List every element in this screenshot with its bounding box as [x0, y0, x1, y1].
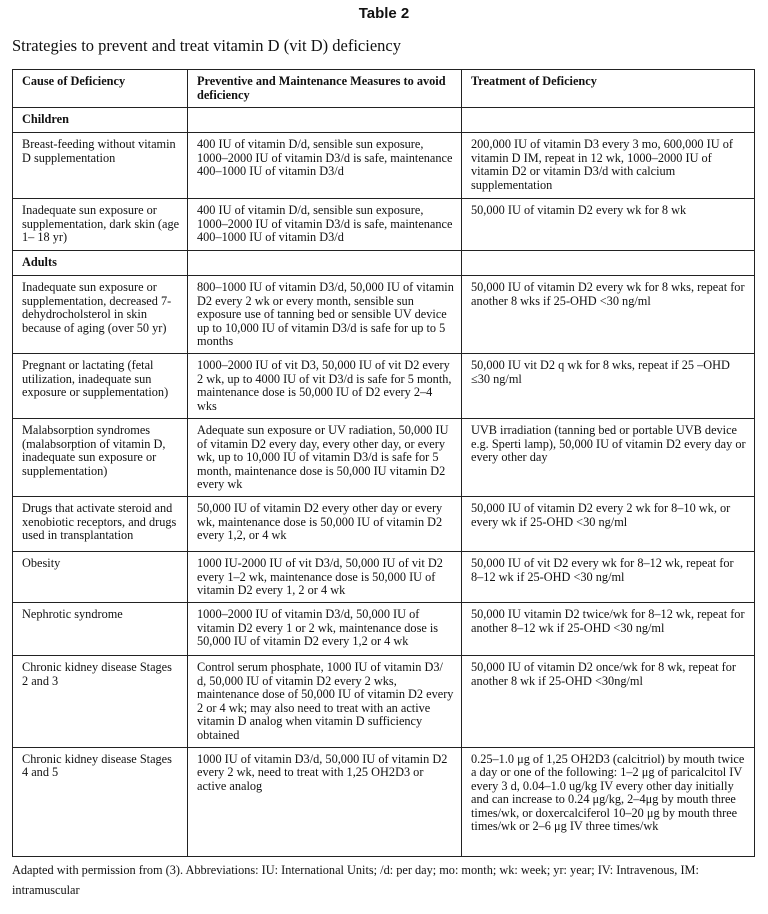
cell-cause: Nephrotic syndrome — [13, 602, 188, 655]
table-row — [13, 551, 755, 602]
cell-preventive: 1000 IU of vitamin D3/d, 50,000 IU of vitamin D2 every 2 wk, need to treat with 1,25 OH2D3 or active analog — [188, 747, 462, 856]
table-row — [13, 276, 755, 354]
table-label: Table 2 — [358, 5, 410, 22]
table-row — [13, 353, 755, 418]
table-row — [13, 199, 755, 251]
cell-treatment: 50,000 IU vit D2 q wk for 8 wks, repeat if 25 –OHD ≤30 ng/ml — [462, 353, 755, 418]
header-cause: Cause of Deficiency — [13, 70, 188, 108]
cell-cause: Obesity — [13, 551, 188, 602]
cell-preventive: 1000 IU-2000 IU of vit D3/d, 50,000 IU of vit D2 every 1–2 wk, maintenance dose is 50,000 IU of vitamin D2 every 1, 2 or 4 wk — [188, 551, 462, 602]
cell-treatment: 200,000 IU of vitamin D3 every 3 mo, 600,000 IU of vitamin D IM, repeat in 12 wk, 1000–2000 IU of vitamin D2 or vitamin D3/d with calcium supplementation — [462, 133, 755, 199]
cell-cause: Chronic kidney disease Stages 2 and 3 — [13, 655, 188, 747]
header-row — [13, 70, 755, 108]
table-footnote: Adapted with permission from (3). Abbreviations: IU: International Units; /d: per day; mo: month; wk: week; yr: year; IV: Intravenous, IM: intramuscular — [12, 863, 699, 897]
cell-cause: Drugs that activate steroid and xenobiotic receptors, and drugs used in transplantation — [13, 496, 188, 551]
cell-cause: Pregnant or lactating (fetal utilization, inadequate sun exposure or supplementation) — [13, 353, 188, 418]
table-row — [13, 418, 755, 496]
cell-cause: Inadequate sun exposure or supplementation, decreased 7-dehydrocholsterol in skin because of aging (over 50 yr) — [13, 276, 188, 354]
empty-cell — [462, 251, 755, 276]
table-row — [13, 496, 755, 551]
header-preventive: Preventive and Maintenance Measures to avoid deficiency — [188, 70, 462, 108]
cell-cause: Malabsorption syndromes (malabsorption of vitamin D, inadequate sun exposure or supplementation) — [13, 418, 188, 496]
cell-treatment: 50,000 IU of vit D2 every wk for 8–12 wk, repeat for 8–12 wk if 25-OHD <30 ng/ml — [462, 551, 755, 602]
empty-cell — [188, 108, 462, 133]
cell-preventive: 50,000 IU of vitamin D2 every other day or every wk, maintenance dose is 50,000 IU of vitamin D2 every 1,2, or 4 wk — [188, 496, 462, 551]
cell-treatment: 50,000 IU of vitamin D2 every wk for 8 wks, repeat for another 8 wks if 25-OHD <30 ng/ml — [462, 276, 755, 354]
group-row — [13, 251, 755, 276]
vitamin-d-strategies-table — [12, 69, 755, 857]
cell-treatment: 50,000 IU vitamin D2 twice/wk for 8–12 wk, repeat for another 8–12 wk if 25-OHD <30 ng/ml — [462, 602, 755, 655]
cell-preventive: 1000–2000 IU of vit D3, 50,000 IU of vit D2 every 2 wk, up to 4000 IU of vit D3/d is safe for 5 month, maintenance dose is 50,000 IU of D2 every 2–4 wks — [188, 353, 462, 418]
cell-treatment: 50,000 IU of vitamin D2 once/wk for 8 wk, repeat for another 8 wk if 25-OHD <30ng/ml — [462, 655, 755, 747]
cell-cause: Breast-feeding without vitamin D supplementation — [13, 133, 188, 199]
cell-treatment: UVB irradiation (tanning bed or portable UVB device e.g. Sperti lamp), 50,000 IU of vitamin D2 every day or every other day — [462, 418, 755, 496]
table-row — [13, 602, 755, 655]
cell-treatment: 50,000 IU of vitamin D2 every 2 wk for 8–10 wk, or every wk if 25-OHD <30 ng/ml — [462, 496, 755, 551]
cell-treatment: 0.25–1.0 μg of 1,25 OH2D3 (calcitriol) by mouth twice a day or one of the following: 1–2 μg of paricalcitol IV every 3 d, 0.04–1.0 ug/kg IV every other day initially and can increase to 0.24 μg/kg, 2–4μg by mouth three times/wk, or doxercalciferol 10–20 μg by mouth three times/wk or 2–6 μg IV three times/wk — [462, 747, 755, 856]
cell-cause: Inadequate sun exposure or supplementation, dark skin (age 1– 18 yr) — [13, 199, 188, 251]
empty-cell — [462, 108, 755, 133]
empty-cell — [188, 251, 462, 276]
cell-preventive: 800–1000 IU of vitamin D3/d, 50,000 IU of vitamin D2 every 2 wk or every month, sensible sun exposure use of tanning bed or sensible UV device up to 10,000 IU of vitamin D3/d is safe for up to 5 months — [188, 276, 462, 354]
group-label: Children — [13, 108, 188, 133]
table-row — [13, 133, 755, 199]
header-treatment: Treatment of Deficiency — [462, 70, 755, 108]
cell-preventive: 400 IU of vitamin D/d, sensible sun exposure, 1000–2000 IU of vitamin D3/d is safe, maintenance 400–1000 IU of vitamin D3/d — [188, 199, 462, 251]
cell-preventive: Control serum phosphate, 1000 IU of vitamin D3/ d, 50,000 IU of vitamin D2 every 2 wks, maintenance dose of 50,000 IU of vitamin D2 every 2 or 4 wk; may also need to treat with an active vitamin D analog when vitamin D sufficiency obtained — [188, 655, 462, 747]
group-row — [13, 108, 755, 133]
cell-treatment: 50,000 IU of vitamin D2 every wk for 8 wk — [462, 199, 755, 251]
table-row — [13, 747, 755, 856]
table-caption: Strategies to prevent and treat vitamin D (vit D) deficiency — [12, 36, 401, 55]
table-row — [13, 655, 755, 747]
cell-preventive: Adequate sun exposure or UV radiation, 50,000 IU of vitamin D2 every day, every other day, or every wk, up to 10,000 IU of vitamin D3/d is safe for 5 month, maintenance dose is 50,000 IU vitamin D2 every wk — [188, 418, 462, 496]
cell-preventive: 400 IU of vitamin D/d, sensible sun exposure, 1000–2000 IU of vitamin D3/d is safe, maintenance 400–1000 IU of vitamin D3/d — [188, 133, 462, 199]
cell-cause: Chronic kidney disease Stages 4 and 5 — [13, 747, 188, 856]
group-label: Adults — [13, 251, 188, 276]
cell-preventive: 1000–2000 IU of vitamin D3/d, 50,000 IU of vitamin D2 every 1 or 2 wk, maintenance dose is 50,000 IU of vitamin D2 every 1,2 or 4 wk — [188, 602, 462, 655]
